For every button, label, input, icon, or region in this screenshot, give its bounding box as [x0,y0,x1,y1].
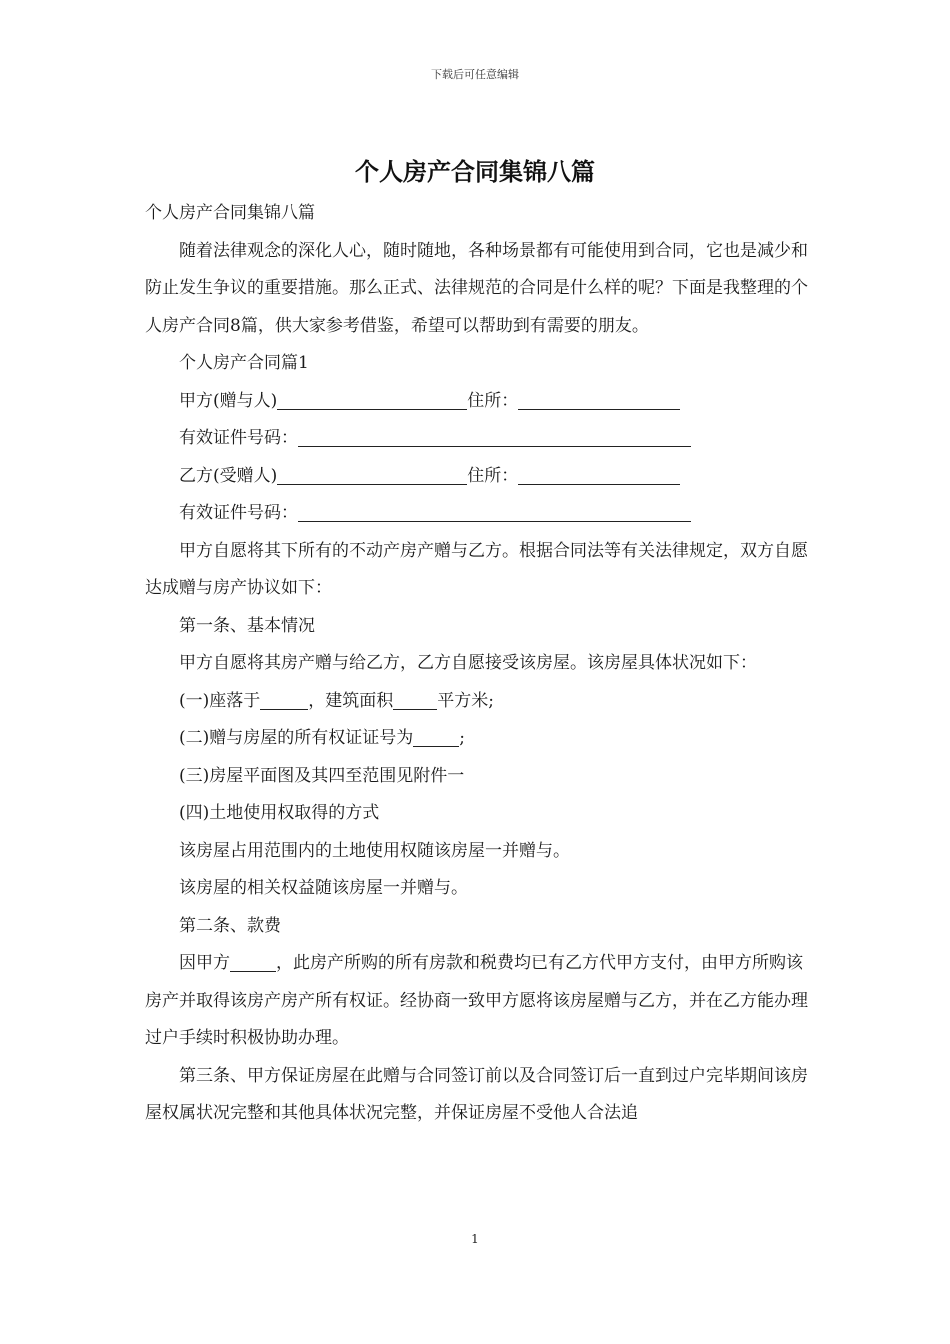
section-title: 个人房产合同篇1 [179,353,309,373]
item-4: (四)土地使用权取得的方式 [179,803,380,823]
item-2 [145,720,810,758]
party-b-label: 乙方(受赠人) [179,465,278,486]
article-3-text: 第三条、甲方保证房屋在此赠与合同签订前以及合同签订后一直到过户完毕期间该房屋权属状况完整和其他具体状况完整，并保证房屋不受他人合法追 [145,1065,808,1123]
item-1-unit: 平方米; [437,690,494,711]
subtitle: 个人房产合同集锦八篇 [145,203,315,223]
party-a-id-label: 有效证件号码： [179,428,298,448]
article-2-text [145,945,810,1058]
document-title: 个人房产合同集锦八篇 [355,157,595,186]
article-2-lead: 因甲方 [179,953,230,973]
item-1-area-label: ，建筑面积 [308,690,394,711]
article-1-text: 甲方自愿将其房产赠与给乙方，乙方自愿接受该房屋。该房屋具体状况如下： [179,653,757,673]
item-1-area-blank [393,689,437,710]
rights-paragraph: 该房屋的相关权益随该房屋一并赠与。 [179,878,468,898]
party-a-address-blank [518,389,680,410]
gift-paragraph: 甲方自愿将其下所有的不动产房产赠与乙方。根据合同法等有关法律规定，双方自愿达成赠与房产协议如下： [145,540,808,598]
item-1-location-blank [260,689,308,710]
item-2-blank [413,726,459,747]
item-2-label: (二)赠与房屋的所有权证证号为 [179,728,414,748]
article-2-body: ，此房产所购的所有房款和税费均已有乙方代甲方支付，由甲方所购该房产并取得该房产房产所有权证。经协商一致甲方愿将该房屋赠与乙方，并在乙方能办理过户手续时积极协助办理。 [145,953,808,1048]
article-2-blank [230,951,276,972]
party-b-id-blank [298,501,691,522]
article-2-title: 第二条、款费 [179,915,281,936]
article-1-title: 第一条、基本情况 [179,615,315,636]
party-a-id-blank [298,426,691,447]
item-1 [145,683,810,721]
item-1-location-label: (一)座落于 [179,690,261,711]
page-number: 1 [471,1232,479,1246]
header-note: 下载后可任意编辑 [431,68,519,81]
party-b-line [145,458,810,496]
party-b-id-line [145,495,810,533]
party-a-address-label: 住所： [467,390,519,411]
item-2-end: ; [459,728,465,748]
party-b-blank [277,464,467,485]
item-3: (三)房屋平面图及其四至范围见附件一 [179,765,465,786]
land-paragraph: 该房屋占用范围内的土地使用权随该房屋一并赠与。 [179,840,570,861]
party-b-address-label: 住所： [467,465,519,486]
document-body [145,195,810,1133]
party-a-label: 甲方(赠与人) [179,390,278,411]
party-a-line [145,383,810,421]
intro-paragraph: 随着法律观念的深化人心，随时随地，各种场景都有可能使用到合同，它也是减少和防止发生争议的重要措施。那么正式、法律规范的合同是什么样的呢？下面是我整理的个人房产合同8篇，供大家参考借鉴，希望可以帮助到有需要的朋友。 [145,240,808,336]
party-a-blank [277,389,467,410]
party-b-id-label: 有效证件号码： [179,503,298,523]
party-a-id-line [145,420,810,458]
party-b-address-blank [518,464,680,485]
